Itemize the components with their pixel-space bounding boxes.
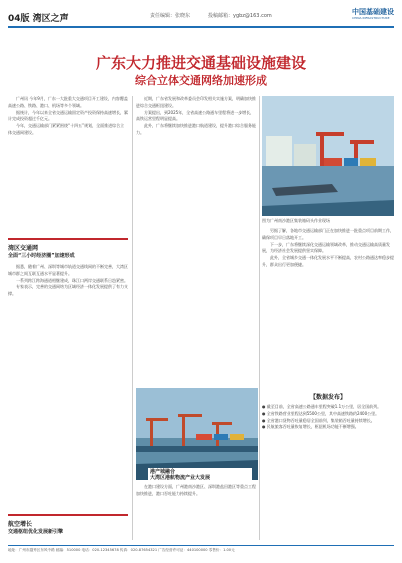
article-subtitle: 综合立体交通网络加速形成 bbox=[135, 74, 267, 87]
subhead-subtitle: 全面“三小时经济圈”加速形成 bbox=[8, 253, 75, 259]
harbor-photo bbox=[262, 96, 394, 216]
harbor-photo-caption: 图为广州南沙港区集装箱码头作业现场 bbox=[262, 218, 330, 223]
column-3-text bbox=[262, 228, 394, 269]
paragraph: 另据了解，各地市交通运输部门正在加快推进一批重点项目前期工作，确保项目早日落地开工。 bbox=[262, 228, 394, 240]
data-release-item: ● 全省铁路营业里程达到5500公里，其中高速铁路约2400公里。 bbox=[262, 410, 380, 416]
paragraph: 此外，广东将继续加快推进港口航道建设，提升港口综合服务能力。 bbox=[136, 123, 256, 135]
column-divider bbox=[259, 96, 260, 540]
newspaper-logo: 中国基础建设 bbox=[352, 8, 394, 16]
data-release-list bbox=[262, 404, 394, 431]
paragraph: 广州讯 今年9月，广东一大批重大交通项目开工建设，内容覆盖高速公路、铁路、港口、机场等多个领域。 bbox=[8, 96, 128, 108]
paragraph: 在港口建设方面，广州港南沙港区、深圳港盐田港区等重点工程加快推进，港口吞吐能力持续提升。 bbox=[136, 484, 256, 496]
subhead-subtitle-2: 交通枢纽优化发展新引擎 bbox=[8, 529, 64, 535]
column-1b-text bbox=[8, 264, 128, 298]
section-rule bbox=[8, 514, 128, 516]
photo-caption-title: 港产城融合 bbox=[150, 469, 176, 475]
column-2-text bbox=[136, 96, 258, 137]
newspaper-logo-sub: CHINA INFRASTRUCTURE bbox=[352, 16, 390, 20]
paragraph: 据统计，今年以来全省交通运输固定资产投资保持高速增长，累计完成投资超过千亿元。 bbox=[8, 109, 128, 122]
paragraph: 下一步，广东将继续深化交通运输领域改革，推动交通运输高质量发展，为经济社会发展提供坚实保障。 bbox=[262, 241, 390, 254]
paragraph: 一系列跨江跨海通道相继建成，珠江口两岸交通联系日趋紧密。 bbox=[16, 277, 128, 283]
subhead-title-2: 航空增长 bbox=[8, 521, 33, 528]
data-release-item: ● 截至目前，全省高速公路通车里程突破1.1万公里，居全国前列。 bbox=[262, 404, 382, 409]
paragraph: 专家表示，完善的交通网络为区域经济一体化发展提供了有力支撑。 bbox=[8, 284, 128, 297]
submission-email: 投稿邮箱：ygbz@163.com bbox=[208, 13, 272, 19]
column-1-text bbox=[8, 96, 128, 137]
data-release-item: ● 民航旅客吞吐量恢复增长，枢纽机场功能不断增强。 bbox=[262, 424, 359, 430]
port-photo bbox=[136, 388, 258, 480]
data-release-heading: 【数据发布】 bbox=[309, 394, 346, 401]
column-divider bbox=[132, 96, 133, 540]
page-header bbox=[0, 0, 402, 28]
footer-rule bbox=[8, 545, 394, 546]
page-footer: 地址：广州市越秀区东风中路 邮编：510000 电话：020-12345678 传真：020-87654321 广告经营许可证：440100000 零售价：1.00元 bbox=[8, 548, 235, 552]
section-rule bbox=[8, 238, 128, 240]
editor-credit: 责任编辑：张晓东 bbox=[150, 13, 191, 19]
data-release-box bbox=[262, 392, 394, 537]
header-rule bbox=[8, 26, 394, 28]
page-label: 04版 湾区之声 bbox=[8, 14, 69, 24]
paragraph: 近期，广东省发展和改革委员会印发相关实施方案，明确加快推进综合交通枢纽建设。 bbox=[136, 96, 256, 108]
subhead-title: 湾区交通网 bbox=[8, 245, 39, 252]
paragraph: 方案提出，到2025年，全省高速公路通车里程将进一步增长，高铁运营里程明显提高。 bbox=[136, 109, 255, 122]
paragraph: 此外，全省城乡交通一体化发展水平不断提高，农村公路通达率稳步提升，群众出行更加便捷。 bbox=[262, 255, 394, 267]
article-title: 广东大力推进交通基础设施建设 bbox=[95, 54, 306, 72]
paragraph: 今年，交通运输部门紧紧围绕“十四五”规划，全面推进综合立体交通网建设。 bbox=[8, 123, 125, 135]
column-2b-text bbox=[136, 484, 258, 498]
data-release-item: ● 全省港口货物吞吐量稳居全国前列，集装箱吞吐量持续增长。 bbox=[262, 417, 375, 423]
photo-caption-subtitle: 大湾区港航物流产业大发展 bbox=[150, 475, 211, 481]
photo-caption-box bbox=[148, 468, 252, 482]
paragraph: 据悉，随着广州、深圳等城市轨道交通线网的不断完善，大湾区城市群之间互联互通水平显著提升。 bbox=[8, 264, 128, 276]
